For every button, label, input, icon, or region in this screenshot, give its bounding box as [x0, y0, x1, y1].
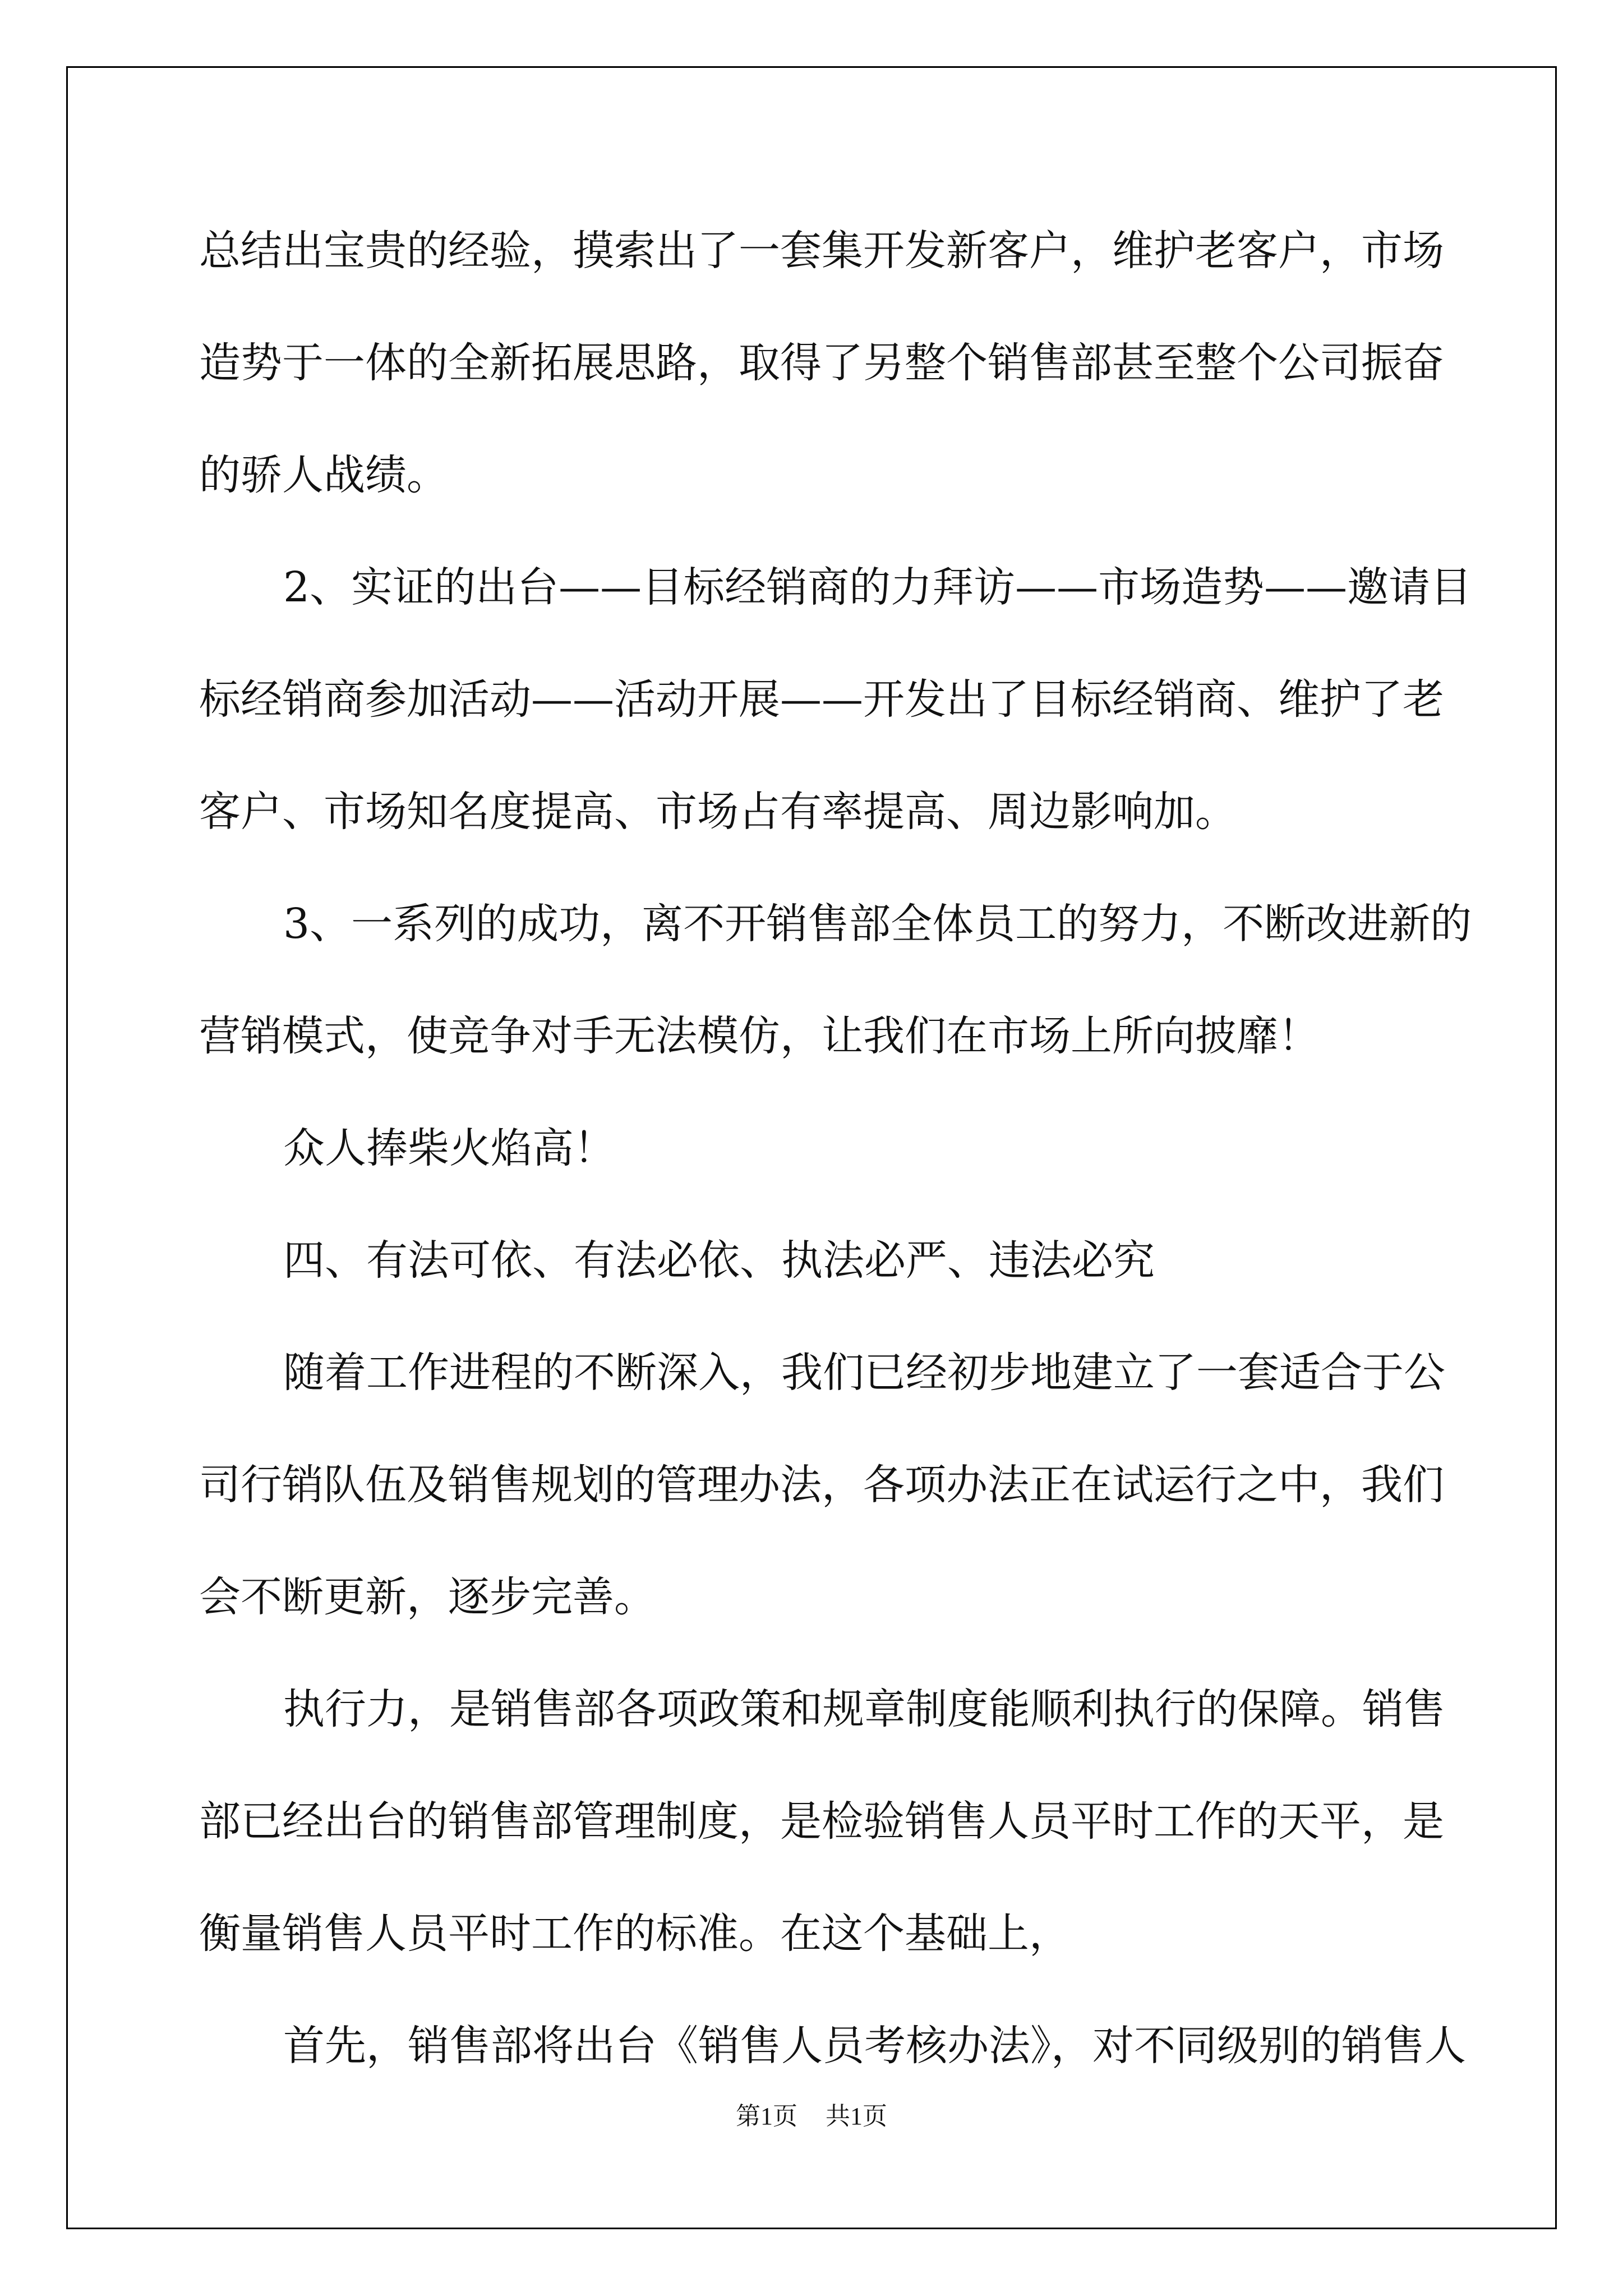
page-footer	[0, 2096, 1623, 2132]
text-line: 客户、市场知名度提高、市场占有率提高、周边影响加。	[199, 788, 1237, 836]
text-line: 四、有法可依、有法必依、执法必严、违法必究	[283, 1236, 1155, 1285]
text-line: 2、实证的出台——目标经销商的力拜访——市场造势——邀请目	[283, 563, 1472, 611]
text-line: 司行销队伍及销售规划的管理办法，各项办法正在试运行之中，我们	[199, 1461, 1444, 1509]
text-line: 的骄人战绩。	[199, 451, 448, 499]
page-total: 共1页	[826, 2102, 887, 2130]
page-number: 第1页	[736, 2102, 797, 2130]
text-line: 随着工作进程的不断深入，我们已经初步地建立了一套适合于公	[283, 1349, 1445, 1397]
text-line: 执行力，是销售部各项政策和规章制度能顺利执行的保障。销售	[283, 1685, 1445, 1733]
text-line: 会不断更新，逐步完善。	[199, 1573, 656, 1621]
text-line: 标经销商参加活动——活动开展——开发出了目标经销商、维护了老	[199, 675, 1444, 724]
text-line: 部已经出台的销售部管理制度，是检验销售人员平时工作的天平，是	[199, 1797, 1444, 1846]
text-line: 造势于一体的全新拓展思路，取得了另整个销售部甚至整个公司振奋	[199, 339, 1444, 387]
text-line: 营销模式，使竞争对手无法模仿，让我们在市场上所向披靡！	[199, 1012, 1320, 1060]
text-line: 衡量销售人员平时工作的标准。在这个基础上，	[199, 1910, 1071, 1958]
text-line: 首先，销售部将出台《销售人员考核办法》，对不同级别的销售人	[283, 2022, 1466, 2070]
document-body	[199, 209, 1472, 2116]
text-line: 总结出宝贵的经验，摸索出了一套集开发新客户，维护老客户，市场	[199, 227, 1444, 275]
text-line: 3、一系列的成功，离不开销售部全体员工的努力，不断改进新的	[283, 900, 1472, 948]
text-line: 众人捧柴火焰高！	[283, 1124, 615, 1172]
